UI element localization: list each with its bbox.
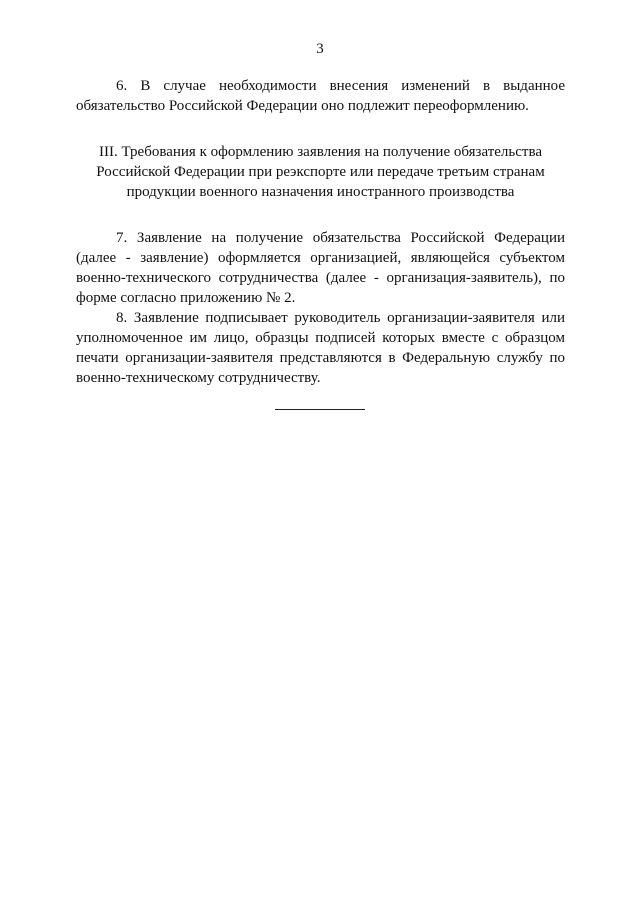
page-number: 3 [316,41,324,57]
section-heading-line-3: продукции военного назначения иностранного производства [126,184,515,200]
section-heading [76,142,565,202]
paragraph-6: 6. В случае необходимости внесения изменений в выданное обязательство Российской Федерации оно подлежит переоформлению. [76,78,565,114]
document-body [76,76,565,388]
section-heading-line-1: III. Требования к оформлению заявления на получение обязательства [98,144,543,160]
end-of-text-rule [275,409,365,410]
paragraph-7: 7. Заявление на получение обязательства Российской Федерации (далее - заявление) оформляется организацией, являющейся субъектом военно-технического сотрудничества (далее - организация-заявитель), по форме согласно приложению № 2. [76,230,565,306]
paragraph-8: 8. Заявление подписывает руководитель организации-заявителя или уполномоченное им лицо, образцы подписей которых вместе с образцом печати организации-заявителя представляются в Федеральную службу по военно-техническому сотрудничеству. [76,310,565,386]
section-heading-line-2: Российской Федерации при реэкспорте или передаче третьим странам [96,164,545,180]
